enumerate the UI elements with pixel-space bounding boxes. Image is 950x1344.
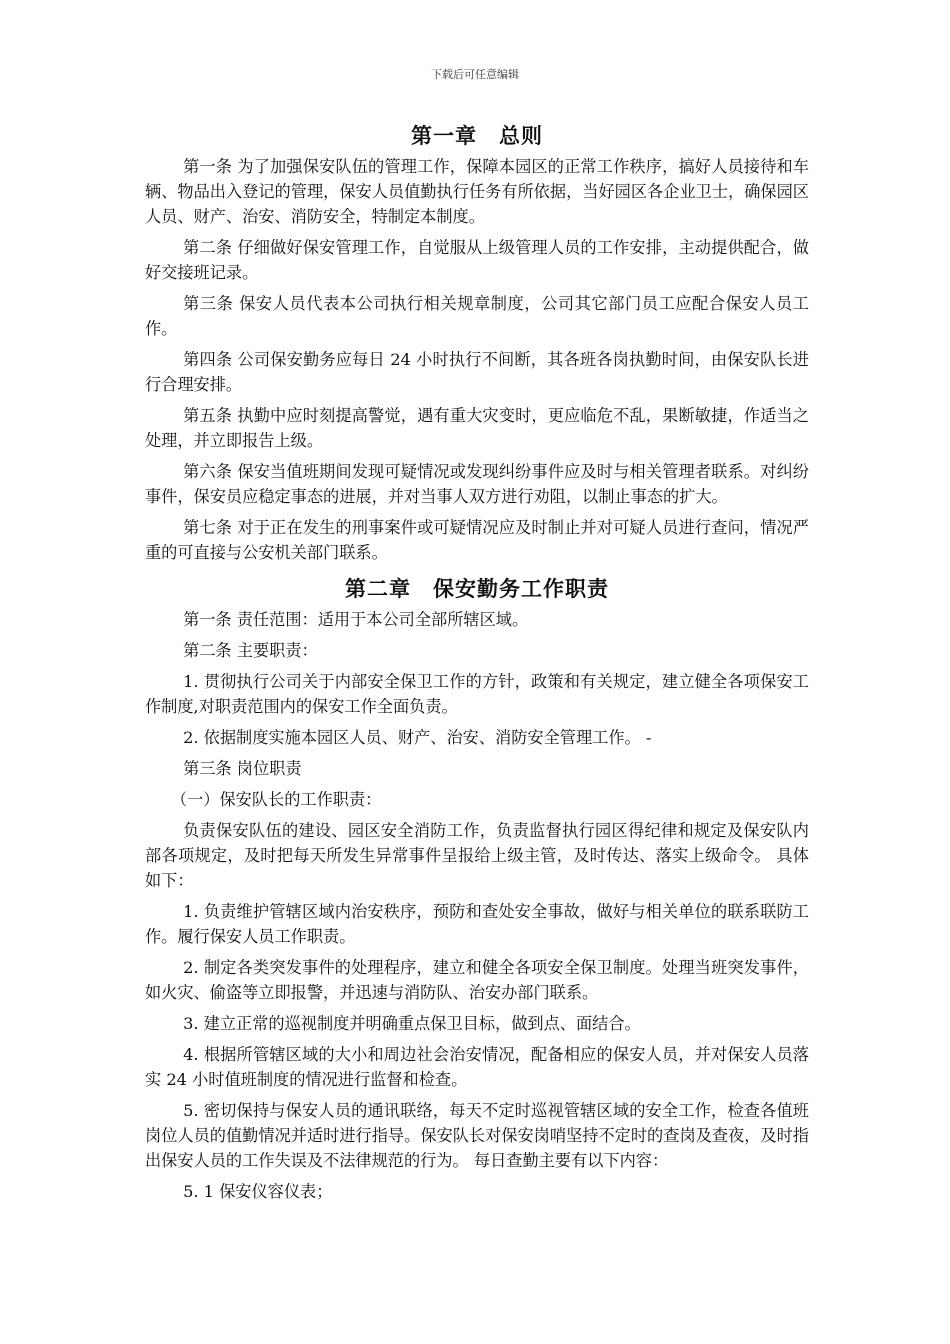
- ch1-article-3: 第三条 保安人员代表本公司执行相关规章制度，公司其它部门员工应配合保安人员工作。: [145, 294, 809, 338]
- ch1-article-1: 第一条 为了加强保安队伍的管理工作，保障本园区的正常工作秩序，搞好人员接待和车辆、物品出入登记的管理，保安人员值勤执行任务有所依据，当好园区各企业卫士，确保园区人员、财产、治安、消防安全，特制定本制度。: [145, 157, 809, 226]
- chapter-2-title: 第二章 保安勤务工作职责: [345, 576, 609, 601]
- ch1-article-7: 第七条 对于正在发生的刑事案件或可疑情况应及时制止并对可疑人员进行查问，情况严重的可直接与公安机关部门联系。: [145, 518, 809, 562]
- ch2-article-1: 第一条 责任范围：适用于本公司全部所辖区域。: [183, 610, 529, 629]
- ch2-duty-1: 1. 负责维护管辖区域内治安秩序，预防和查处安全事故，做好与相关单位的联系联防工作。履行保安人员工作职责。: [145, 902, 809, 946]
- ch1-article-2: 第二条 仔细做好保安管理工作，自觉服从上级管理人员的工作安排，主动提供配合，做好交接班记录。: [145, 238, 809, 282]
- ch2-duty-3: 3. 建立正常的巡视制度并明确重点保卫目标，做到点、面结合。: [183, 1014, 641, 1033]
- ch2-item-1: 1. 贯彻执行公司关于内部安全保卫工作的方针，政策和有关规定，建立健全各项保安工作制度,对职责范围内的保安工作全面负责。: [145, 672, 809, 716]
- ch2-section-captain: （一）保安队长的工作职责：: [170, 790, 382, 809]
- document-body: [145, 118, 809, 1210]
- page-header: 下载后可任意编辑: [431, 68, 519, 81]
- ch1-article-5: 第五条 执勤中应时刻提高警觉，遇有重大灾变时，更应临危不乱，果断敏捷，作适当之处理，并立即报告上级。: [145, 406, 809, 450]
- ch1-article-6: 第六条 保安当值班期间发现可疑情况或发现纠纷事件应及时与相关管理者联系。对纠纷事件，保安员应稳定事态的进展，并对当事人双方进行劝阻，以制止事态的扩大。: [145, 462, 809, 506]
- ch2-duty-4: 4. 根据所管辖区域的大小和周边社会治安情况，配备相应的保安人员，并对保安人员落实 24 小时值班制度的情况进行监督和检查。: [145, 1045, 809, 1089]
- ch2-item-2: 2. 依据制度实施本园区人员、财产、治安、消防安全管理工作。 -: [183, 728, 652, 747]
- chapter-1-title: 第一章 总则: [411, 123, 543, 148]
- ch2-duty-5: 5. 密切保持与保安人员的通讯联络，每天不定时巡视管辖区域的安全工作，检查各值班岗位人员的值勤情况并适时进行指导。保安队长对保安岗哨坚持不定时的查岗及查夜，及时指出保安人员的工作失误及不法律规范的行为。 每日查勤主要有以下内容：: [145, 1101, 809, 1170]
- ch2-duty-5-1: 5. 1 保安仪容仪表；: [183, 1182, 333, 1201]
- ch2-article-2: 第二条 主要职责：: [183, 641, 318, 660]
- ch1-article-4: 第四条 公司保安勤务应每日 24 小时执行不间断，其各班各岗执勤时间，由保安队长进行合理安排。: [145, 350, 809, 394]
- ch2-article-3: 第三条 岗位职责: [183, 759, 302, 778]
- ch2-captain-summary: 负责保安队伍的建设、园区安全消防工作，负责监督执行园区得纪律和规定及保安队内部各项规定，及时把每天所发生异常事件呈报给上级主管，及时传达、落实上级命令。 具体如下：: [145, 821, 809, 890]
- ch2-duty-2: 2. 制定各类突发事件的处理程序，建立和健全各项安全保卫制度。处理当班突发事件，如火灾、偷盗等立即报警，并迅速与消防队、治安办部门联系。: [145, 958, 809, 1002]
